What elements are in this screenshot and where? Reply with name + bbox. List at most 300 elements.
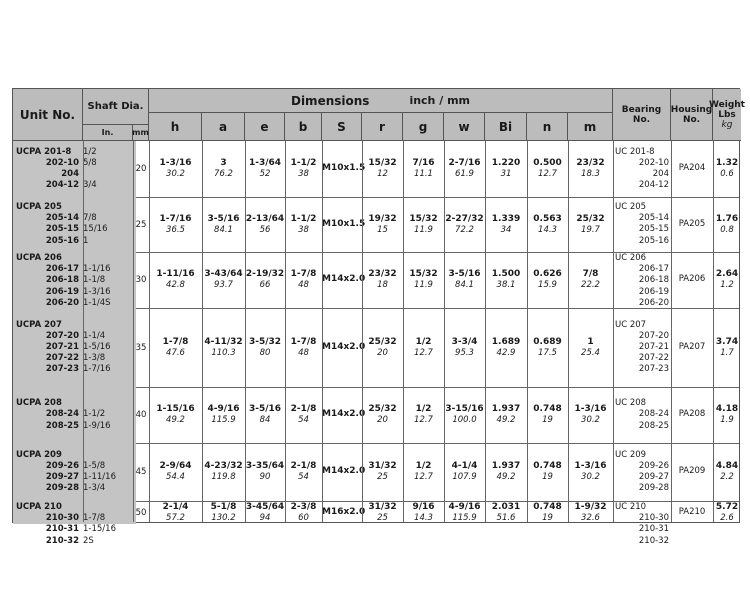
dimension-inch: 1.937 bbox=[491, 404, 521, 414]
dimension-cell bbox=[322, 218, 366, 230]
dimension-inch: 1.339 bbox=[491, 213, 521, 224]
weight-lbs: 1.76 bbox=[715, 213, 739, 224]
dimension-mm: 84.1 bbox=[214, 224, 233, 235]
header-col-g bbox=[403, 113, 444, 141]
dimension-cell bbox=[568, 337, 613, 359]
dimension-inch: 0.748 bbox=[533, 501, 562, 512]
unit-number: 205-16 bbox=[45, 235, 79, 246]
column-divider bbox=[245, 141, 246, 522]
dimension-inch: 1-1/2 bbox=[290, 213, 317, 224]
shaft-mm: 40 bbox=[135, 410, 147, 420]
weight-cell bbox=[713, 214, 741, 236]
dimension-inch: 23/32 bbox=[576, 158, 605, 168]
header-col-n bbox=[527, 113, 568, 141]
header-bearing-no bbox=[613, 89, 671, 141]
dimension-mm: 38 bbox=[298, 169, 309, 179]
dimension-inch: 5-1/8 bbox=[210, 501, 237, 512]
header-col-label: h bbox=[170, 119, 180, 134]
bearing-number: 208-25 bbox=[638, 420, 669, 431]
header-col-w bbox=[444, 113, 485, 141]
unit-number: 206-19 bbox=[45, 286, 79, 297]
shaft-inch: 15/16 bbox=[83, 224, 108, 235]
dimension-inch: 1-11/16 bbox=[156, 269, 195, 279]
dimension-cell bbox=[362, 158, 403, 180]
dimension-inch: 1-7/16 bbox=[159, 213, 192, 224]
dimension-inch: 1-3/64 bbox=[248, 158, 282, 168]
dimension-inch: 0.626 bbox=[533, 269, 562, 279]
dimension-cell bbox=[527, 158, 568, 180]
dimension-cell bbox=[149, 269, 202, 291]
dimension-inch: 1/2 bbox=[415, 404, 432, 414]
header-col-label: w bbox=[458, 119, 470, 134]
dimension-mm: 72.2 bbox=[455, 224, 474, 235]
header-dimensions bbox=[149, 89, 613, 113]
weight-lbs: 3.74 bbox=[715, 336, 739, 347]
dimension-cell bbox=[444, 337, 485, 359]
bearing-number: 206-20 bbox=[638, 297, 669, 308]
header-shaft-dia bbox=[83, 89, 149, 125]
housing-number: PA207 bbox=[678, 341, 706, 352]
header-col-label: b bbox=[298, 119, 308, 134]
header-units-label: inch / mm bbox=[409, 94, 470, 107]
dimension-cell bbox=[245, 337, 285, 359]
dimension-inch: 19/32 bbox=[368, 213, 397, 224]
dimension-cell bbox=[485, 269, 527, 291]
shaft-inch: 1-3/8 bbox=[83, 353, 106, 364]
weight-kg: 1.2 bbox=[720, 280, 734, 290]
dimension-mm: 20 bbox=[377, 347, 388, 358]
unit-number-list bbox=[13, 253, 81, 309]
dimension-cell bbox=[245, 269, 285, 291]
dimension-inch: 3-5/16 bbox=[248, 404, 282, 414]
unit-number: 210-31 bbox=[45, 524, 79, 535]
weight-cell bbox=[713, 502, 741, 524]
weight-cell bbox=[713, 337, 741, 359]
dimension-cell bbox=[444, 502, 485, 524]
column-divider bbox=[403, 141, 404, 522]
unit-number-list bbox=[13, 398, 81, 432]
shaft-inch: 3/4 bbox=[83, 180, 97, 191]
header-col-e bbox=[245, 113, 285, 141]
shaft-inch: 7/8 bbox=[83, 213, 97, 224]
bearing-number: 206-19 bbox=[638, 286, 669, 297]
header-col-label: m bbox=[583, 119, 597, 134]
column-divider bbox=[362, 141, 363, 522]
shaft-inch: 5/8 bbox=[83, 157, 97, 168]
shaft-mm: 20 bbox=[135, 164, 147, 174]
dimension-inch: 3-45/64 bbox=[245, 501, 285, 512]
header-dimensions-label: Dimensions bbox=[290, 93, 370, 108]
dimension-mm: 56 bbox=[259, 224, 271, 235]
header-shaft-dia-label: Shaft Dia. bbox=[87, 101, 144, 112]
shaft-inch: 1-7/8 bbox=[83, 513, 106, 524]
header-housing-no bbox=[671, 89, 713, 141]
dimension-inch: M14x2.0 bbox=[322, 274, 366, 284]
dimension-mm: 54.4 bbox=[166, 472, 185, 482]
dimension-cell bbox=[403, 461, 444, 483]
unit-number-list bbox=[13, 502, 81, 547]
dimension-mm: 19.7 bbox=[581, 224, 600, 235]
shaft-inch bbox=[83, 202, 133, 213]
dimension-cell bbox=[568, 158, 613, 180]
dimension-inch: 2-3/8 bbox=[290, 501, 317, 512]
bearing-number-list bbox=[613, 147, 671, 192]
weight-cell bbox=[713, 461, 741, 483]
dimension-cell bbox=[568, 404, 613, 426]
dimension-mm: 42.9 bbox=[496, 347, 516, 358]
unit-number: 207-21 bbox=[45, 341, 79, 352]
dimension-mm: 14.3 bbox=[414, 512, 433, 523]
dimension-cell bbox=[322, 274, 366, 285]
dimension-table bbox=[12, 88, 745, 546]
column-divider bbox=[444, 141, 445, 522]
dimension-inch: M14x2.0 bbox=[322, 466, 366, 476]
header-col-s bbox=[322, 113, 362, 141]
shaft-inch bbox=[83, 502, 133, 513]
dimension-inch: 1-3/16 bbox=[574, 404, 607, 414]
dimension-mm: 115.9 bbox=[211, 415, 236, 425]
dimension-cell bbox=[403, 214, 444, 236]
bearing-number: 209-28 bbox=[638, 483, 669, 494]
dimension-inch: 31/32 bbox=[368, 501, 397, 512]
dimension-cell bbox=[285, 502, 322, 524]
dimension-inch: 1-7/8 bbox=[162, 336, 189, 347]
dimension-inch: 7/16 bbox=[412, 158, 435, 168]
dimension-cell bbox=[444, 158, 485, 180]
unit-number: 210-32 bbox=[45, 535, 79, 546]
dimension-mm: 84 bbox=[259, 415, 271, 425]
shaft-mm: 35 bbox=[135, 342, 147, 353]
dimension-inch: 4-23/32 bbox=[204, 461, 243, 471]
bearing-number: UC 208 bbox=[615, 398, 647, 409]
dimension-inch: 1-7/8 bbox=[290, 269, 317, 279]
bearing-number-list bbox=[613, 398, 671, 432]
dimension-inch: 1-3/16 bbox=[159, 158, 192, 168]
header-col-label: a bbox=[218, 119, 228, 134]
column-divider bbox=[133, 141, 134, 522]
bearing-number: 208-24 bbox=[638, 409, 669, 420]
dimension-inch: 0.748 bbox=[533, 461, 562, 471]
shaft-inch: 2S bbox=[83, 535, 94, 546]
column-divider bbox=[322, 141, 323, 522]
dimension-cell bbox=[403, 502, 444, 524]
dimension-mm: 94 bbox=[259, 512, 271, 523]
unit-number: 205-14 bbox=[45, 213, 79, 224]
dimension-cell bbox=[527, 404, 568, 426]
unit-number: 209-28 bbox=[45, 483, 79, 494]
dimension-inch: M14x2.0 bbox=[322, 409, 366, 419]
dimension-inch: 2-19/32 bbox=[245, 269, 285, 279]
dimension-mm: 12.7 bbox=[414, 415, 433, 425]
dimension-mm: 66 bbox=[259, 280, 271, 290]
dimension-mm: 12.7 bbox=[414, 347, 433, 358]
dimension-mm: 11.9 bbox=[414, 224, 433, 235]
shaft-inch: 1-1/4 bbox=[83, 330, 106, 341]
dimension-inch: 0.500 bbox=[533, 158, 562, 168]
header-weight-unit: kg bbox=[721, 119, 733, 130]
dimension-mm: 11.9 bbox=[414, 280, 433, 290]
dimension-cell bbox=[149, 404, 202, 426]
dimension-mm: 49.2 bbox=[496, 472, 516, 482]
unit-number: UCPA 206 bbox=[16, 253, 62, 263]
bearing-number: 206-18 bbox=[638, 275, 669, 286]
dimension-inch: 3 bbox=[220, 158, 227, 168]
dimension-inch: 25/32 bbox=[368, 336, 397, 347]
unit-number: 209-26 bbox=[45, 460, 79, 471]
shaft-inch-list bbox=[83, 398, 133, 432]
dimension-mm: 14.3 bbox=[538, 224, 557, 235]
shaft-inch-list bbox=[83, 450, 133, 495]
header-shaft-in bbox=[83, 125, 133, 141]
dimension-mm: 84.1 bbox=[455, 280, 474, 290]
weight-lbs: 1.32 bbox=[715, 158, 739, 168]
dimension-cell bbox=[362, 337, 403, 359]
header-col-b bbox=[285, 113, 322, 141]
header-shaft-in-label: In. bbox=[101, 128, 114, 137]
column-divider bbox=[671, 141, 672, 522]
unit-number: 202-10 bbox=[45, 157, 79, 168]
dimension-cell bbox=[202, 404, 245, 426]
dimension-mm: 38 bbox=[298, 224, 309, 235]
unit-number-list bbox=[13, 202, 81, 247]
dimension-mm: 22.2 bbox=[581, 280, 600, 290]
dimension-mm: 19 bbox=[542, 512, 553, 523]
dimension-mm: 48 bbox=[298, 347, 309, 358]
unit-number: 209-27 bbox=[45, 471, 79, 482]
shaft-inch: 1-15/16 bbox=[83, 524, 116, 535]
dimension-cell bbox=[485, 214, 527, 236]
dimension-cell bbox=[444, 461, 485, 483]
dimension-cell bbox=[245, 461, 285, 483]
shaft-inch bbox=[83, 169, 133, 180]
dimension-inch: 2-9/64 bbox=[159, 461, 192, 471]
dimension-mm: 49.2 bbox=[496, 415, 516, 425]
unit-number: 206-20 bbox=[45, 297, 79, 308]
header-col-a bbox=[202, 113, 245, 141]
unit-number: 204 bbox=[61, 168, 79, 179]
dimension-inch: 3-43/64 bbox=[204, 269, 243, 279]
dimension-mm: 34 bbox=[500, 224, 512, 235]
dimension-cell bbox=[285, 158, 322, 180]
header-col-m bbox=[568, 113, 613, 141]
dimension-mm: 38.1 bbox=[496, 280, 516, 290]
column-divider bbox=[202, 141, 203, 522]
dimension-cell bbox=[285, 404, 322, 426]
dimension-mm: 119.8 bbox=[211, 472, 236, 482]
header-col-label: g bbox=[418, 119, 428, 134]
weight-kg: 1.9 bbox=[720, 415, 734, 425]
dimension-mm: 20 bbox=[377, 415, 388, 425]
dimension-inch: 3-5/32 bbox=[248, 336, 282, 347]
dimension-inch: 1-7/8 bbox=[290, 336, 317, 347]
shaft-inch: 1-1/8 bbox=[83, 275, 106, 286]
dimension-cell bbox=[485, 337, 527, 359]
dimension-inch: M14x2.0 bbox=[322, 341, 366, 352]
bearing-number: UC 210 bbox=[615, 502, 647, 512]
dimension-cell bbox=[285, 214, 322, 236]
dimension-inch: 1.220 bbox=[491, 158, 521, 168]
unit-number: 206-17 bbox=[45, 264, 79, 275]
weight-cell bbox=[713, 269, 741, 291]
shaft-inch-list bbox=[83, 147, 133, 192]
weight-kg: 2.2 bbox=[720, 472, 734, 482]
dimension-cell bbox=[322, 466, 366, 477]
dimension-cell bbox=[362, 214, 403, 236]
dimension-inch: 9/16 bbox=[412, 501, 435, 512]
dimension-mm: 12.7 bbox=[414, 472, 433, 482]
bearing-number: 205-14 bbox=[638, 213, 669, 224]
dimension-cell bbox=[322, 163, 366, 174]
header-weight-label: Weight Lbs bbox=[709, 99, 745, 120]
bearing-number: 209-26 bbox=[638, 460, 669, 471]
dimension-inch: 1-3/16 bbox=[574, 461, 607, 471]
dimension-inch: 0.748 bbox=[533, 404, 562, 414]
housing-number: PA209 bbox=[678, 466, 706, 476]
dimension-cell bbox=[485, 404, 527, 426]
bearing-number-list bbox=[613, 320, 671, 376]
unit-number: UCPA 201-8 bbox=[16, 146, 72, 157]
shaft-mm: 50 bbox=[135, 507, 147, 518]
dimension-cell bbox=[322, 506, 366, 518]
dimension-cell bbox=[444, 269, 485, 291]
bearing-number: UC 206 bbox=[615, 253, 647, 263]
dimension-mm: 47.6 bbox=[166, 347, 185, 358]
dimension-cell bbox=[403, 337, 444, 359]
header-unit-no-label: Unit No. bbox=[19, 107, 76, 122]
dimension-cell bbox=[527, 337, 568, 359]
dimension-cell bbox=[245, 404, 285, 426]
shaft-inch-list bbox=[83, 202, 133, 247]
weight-kg: 2.6 bbox=[720, 512, 734, 523]
dimension-cell bbox=[403, 269, 444, 291]
unit-number: 207-22 bbox=[45, 353, 79, 364]
column-divider bbox=[83, 141, 84, 522]
dimension-mm: 51.6 bbox=[496, 512, 516, 523]
weight-lbs: 4.84 bbox=[715, 461, 739, 471]
column-divider bbox=[285, 141, 286, 522]
dimension-cell bbox=[285, 269, 322, 291]
header-col-label: r bbox=[379, 119, 385, 134]
bearing-number: 210-32 bbox=[638, 535, 669, 546]
dimension-mm: 90 bbox=[259, 472, 271, 482]
unit-number: UCPA 210 bbox=[16, 502, 62, 512]
dimension-inch: 23/32 bbox=[368, 269, 397, 279]
header-col-label: S bbox=[337, 119, 346, 134]
dimension-mm: 48 bbox=[298, 280, 309, 290]
dimension-inch: M10x1.5 bbox=[322, 163, 366, 173]
dimension-inch: 4-9/16 bbox=[207, 404, 240, 414]
dimension-inch: 3-35/64 bbox=[245, 461, 285, 471]
dimension-inch: M16x2.0 bbox=[322, 506, 366, 517]
dimension-mm: 15.9 bbox=[538, 280, 557, 290]
dimension-mm: 25 bbox=[377, 512, 388, 523]
unit-number: 205-15 bbox=[45, 224, 79, 235]
dimension-cell bbox=[362, 461, 403, 483]
dimension-inch: 25/32 bbox=[368, 404, 397, 414]
dimension-cell bbox=[202, 158, 245, 180]
dimension-cell bbox=[403, 158, 444, 180]
dimension-cell bbox=[202, 269, 245, 291]
housing-number: PA204 bbox=[678, 163, 706, 173]
dimension-inch: 1.689 bbox=[491, 336, 521, 347]
bearing-number-list bbox=[613, 502, 671, 547]
dimension-cell bbox=[149, 158, 202, 180]
header-col-label: Bi bbox=[498, 119, 513, 134]
dimension-inch: 1-1/2 bbox=[290, 158, 317, 168]
shaft-inch bbox=[83, 253, 133, 264]
dimension-cell bbox=[362, 404, 403, 426]
dimension-cell bbox=[245, 214, 285, 236]
weight-lbs: 2.64 bbox=[715, 269, 739, 279]
dimension-inch: 15/32 bbox=[409, 269, 438, 279]
bearing-number: 205-15 bbox=[638, 224, 669, 235]
dimension-cell bbox=[149, 214, 202, 236]
shaft-inch-list bbox=[83, 320, 133, 376]
dimension-inch: 2.031 bbox=[491, 501, 521, 512]
column-divider bbox=[713, 141, 714, 522]
dimension-inch: 1/2 bbox=[415, 336, 432, 347]
dimension-mm: 57.2 bbox=[166, 512, 185, 523]
dimension-cell bbox=[322, 341, 366, 353]
bearing-number-list bbox=[613, 253, 671, 309]
unit-number: 208-25 bbox=[45, 420, 79, 431]
dimension-cell bbox=[527, 461, 568, 483]
housing-number: PA205 bbox=[678, 218, 706, 229]
bearing-number: 204 bbox=[652, 168, 669, 179]
dimension-inch: 1.937 bbox=[491, 461, 521, 471]
header-housing-label: Housing No. bbox=[670, 104, 713, 125]
dimension-inch: 1-15/16 bbox=[156, 404, 195, 414]
dimension-inch: 2-7/16 bbox=[448, 158, 481, 168]
dimension-mm: 61.9 bbox=[455, 169, 474, 179]
dimension-inch: 4-11/32 bbox=[204, 336, 243, 347]
dimension-cell bbox=[149, 461, 202, 483]
weight-kg: 0.8 bbox=[720, 224, 734, 235]
unit-number: UCPA 205 bbox=[16, 202, 62, 213]
dimension-cell bbox=[568, 214, 613, 236]
dimension-mm: 25 bbox=[377, 472, 388, 482]
dimension-mm: 30.2 bbox=[581, 472, 600, 482]
dimension-cell bbox=[403, 404, 444, 426]
dimension-mm: 12.7 bbox=[538, 169, 557, 179]
shaft-inch: 1-7/16 bbox=[83, 364, 111, 375]
dimension-mm: 31 bbox=[500, 169, 512, 179]
dimension-cell bbox=[245, 158, 285, 180]
dimension-inch: 2-1/8 bbox=[290, 404, 317, 414]
unit-number: UCPA 208 bbox=[16, 398, 62, 409]
housing-number: PA210 bbox=[678, 506, 706, 517]
dimension-cell bbox=[568, 461, 613, 483]
bearing-number-list bbox=[613, 202, 671, 247]
housing-number: PA208 bbox=[678, 409, 706, 419]
dimension-mm: 110.3 bbox=[211, 347, 236, 358]
dimension-cell bbox=[285, 461, 322, 483]
dimension-mm: 54 bbox=[298, 472, 309, 482]
shaft-inch: 1-5/16 bbox=[83, 341, 111, 352]
dimension-cell bbox=[202, 214, 245, 236]
dimension-mm: 52 bbox=[259, 169, 271, 179]
dimension-mm: 36.5 bbox=[166, 224, 185, 235]
shaft-inch: 1/2 bbox=[83, 146, 97, 157]
unit-number-list bbox=[13, 147, 81, 192]
weight-lbs: 4.18 bbox=[715, 404, 739, 414]
header-bearing-label: Bearing No. bbox=[621, 104, 662, 125]
dimension-cell bbox=[568, 269, 613, 291]
shaft-mm: 45 bbox=[135, 467, 147, 477]
column-divider bbox=[568, 141, 569, 522]
weight-kg: 0.6 bbox=[720, 169, 734, 179]
dimension-inch: 1 bbox=[587, 336, 594, 347]
